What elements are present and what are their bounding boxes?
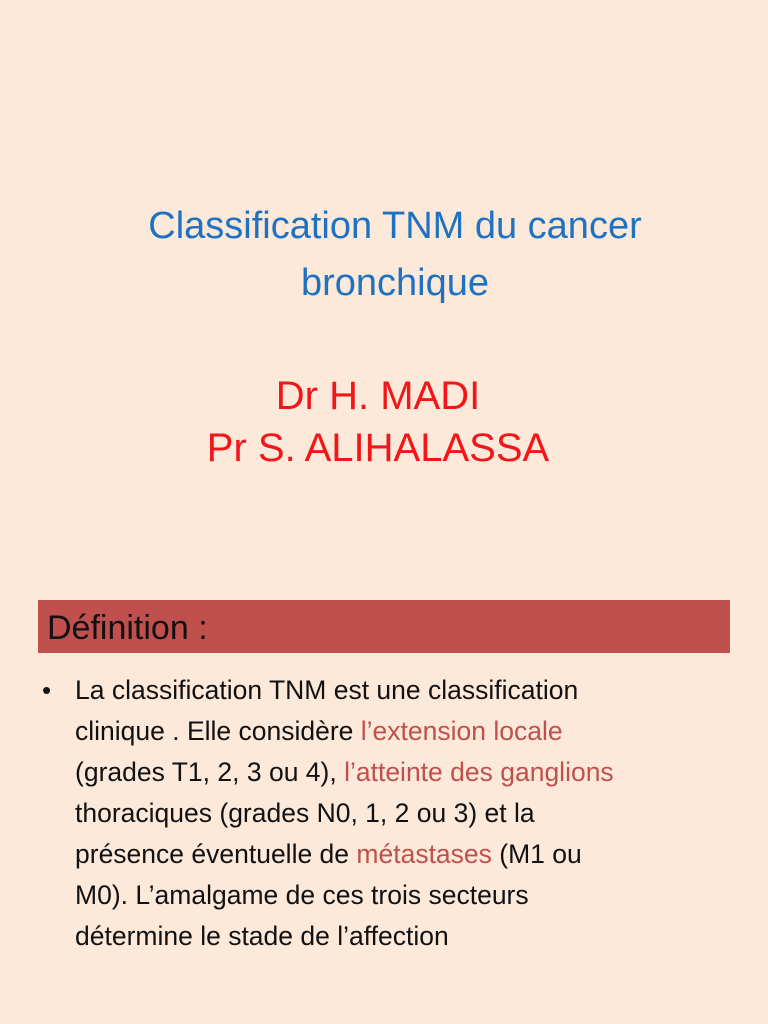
definition-text-segment: thoraciques (grades N0, 1, 2 ou 3) et la (75, 798, 535, 828)
definition-text-segment: (grades T1, 2, 3 ou 4), (75, 757, 345, 787)
definition-line-5 (75, 834, 742, 875)
definition-text-segment: (M1 ou (491, 839, 582, 869)
definition-text-segment: clinique . Elle considère (75, 716, 361, 746)
definition-text-segment: La classification TNM est une classification (75, 675, 579, 705)
definition-heading: Définition : (47, 609, 208, 647)
authors-block (0, 370, 756, 474)
highlight-extension-locale: l’extension locale (360, 716, 563, 746)
definition-line-4 (75, 793, 742, 834)
definition-line-6 (75, 875, 742, 916)
definition-line-1 (75, 670, 742, 711)
slide-title (0, 198, 768, 312)
definition-text-segment: M0). L’amalgame de ces trois secteurs (75, 880, 529, 910)
definition-bullet (42, 670, 742, 957)
definition-text-segment: présence éventuelle de (75, 839, 357, 869)
definition-line-3 (75, 752, 742, 793)
author-2: Pr S. ALIHALASSA (206, 426, 550, 470)
definition-line-2 (75, 711, 742, 752)
bullet-dot-icon: • (42, 675, 52, 705)
definition-line-7 (75, 916, 742, 957)
slide-title-line-1: Classification TNM du cancer (148, 205, 642, 247)
definition-heading-bar (38, 600, 730, 653)
definition-text-segment: détermine le stade de l’affection (75, 921, 449, 951)
highlight-atteinte-ganglions: l’atteinte des ganglions (344, 757, 614, 787)
highlight-metastases: métastases (356, 839, 492, 869)
definition-text (75, 670, 742, 957)
slide-title-line-2: bronchique (300, 262, 490, 304)
author-1: Dr H. MADI (275, 374, 481, 418)
